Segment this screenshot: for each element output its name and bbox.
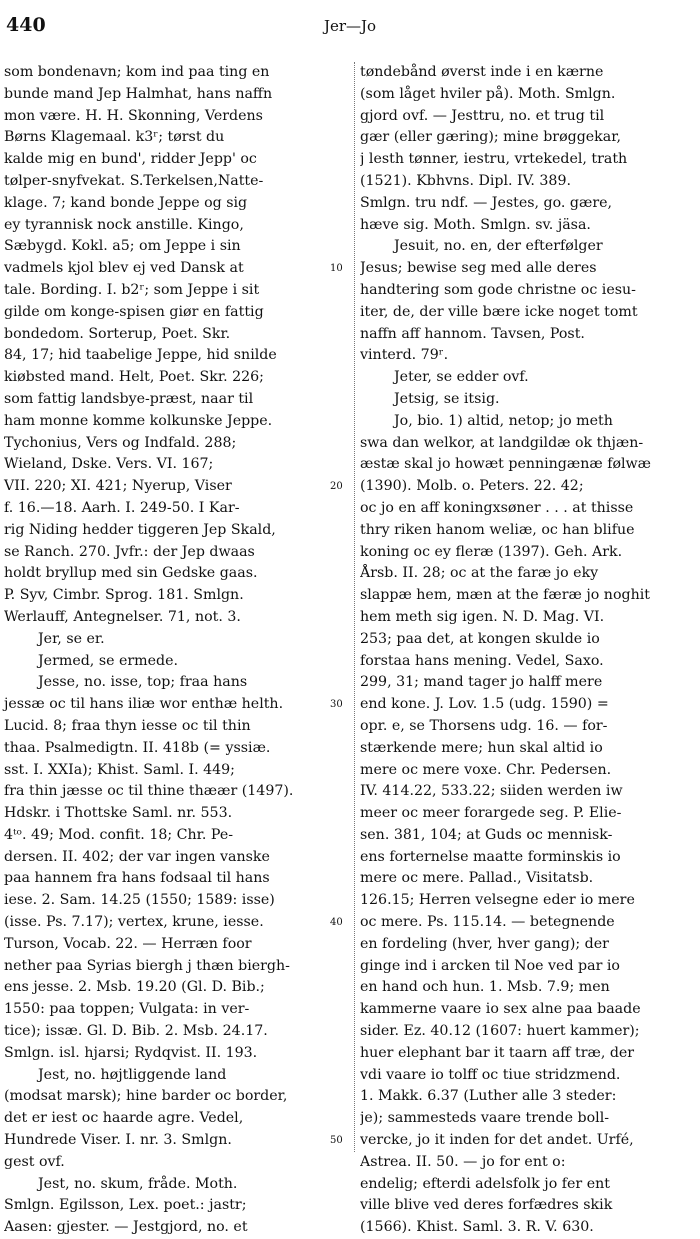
right-column-line: je); sammesteds vaare trende boll- [360,1110,610,1127]
left-column-line: bondedom. Sorterup, Poet. Skr. [4,325,231,342]
right-column-line: slappæ hem, mæn at the færæ jo noghit [360,587,650,604]
right-column-line: Jesuit, no. en, der efterfølger [394,238,603,255]
left-column-line: sst. I. XXIa); Khist. Saml. I. 449; [4,761,235,778]
left-column-line: P. Syv, Cimbr. Sprog. 181. Smlgn. [4,587,244,604]
left-column-line: Jer, se er. [38,630,105,647]
left-column-line: Jest, no. skum, fråde. Moth. [38,1175,238,1192]
running-head: Jer—Jo [323,17,377,35]
left-column-line: fra thin jæsse oc til thine thæær (1497). [4,783,294,800]
left-column-line: kiøbsted mand. Helt, Poet. Skr. 226; [4,369,264,386]
left-column-line: tice); issæ. Gl. D. Bib. 2. Msb. 24.17. [4,1023,268,1040]
left-column-line: (modsat marsk); hine barder oc border, [4,1088,288,1105]
right-column-line: opr. e, se Thorsens udg. 16. — for- [360,717,608,734]
right-column-line: (1390). Molb. o. Peters. 22. 42; [360,478,584,495]
line-number: 10 [330,263,343,275]
right-column-line: sen. 381, 104; at Guds oc mennisk- [360,826,613,843]
left-column-line: ham monne komme kolkunske Jeppe. [4,412,273,429]
line-number: 50 [330,1135,343,1147]
right-column-line: forstaa hans mening. Vedel, Saxo. [360,652,604,669]
left-column-line: ens jesse. 2. Msb. 19.20 (Gl. D. Bib.; [4,979,265,996]
left-column-line: thaa. Psalmedigtn. II. 418b (= yssiæ. [4,739,271,756]
right-column-line: endelig; efterdi adelsfolk jo fer ent [360,1175,610,1192]
right-column-line: æstæ skal jo howæt penningænæ følwæ [360,456,652,473]
left-column-line: Lucid. 8; fraa thyn iesse oc til thin [4,717,251,734]
line-number: 40 [330,917,343,929]
page-header [0,14,700,40]
right-column-line: Jo, bio. 1) altid, netop; jo meth [394,412,613,429]
left-column-line: tale. Bording. I. b2ʳ; som Jeppe i sit [4,281,260,298]
right-column-line: gjord ovf. — Jesttru, no. et trug til [360,107,605,124]
right-column-line: 126.15; Herren velsegne eder io mere [360,892,635,909]
left-column-line: kalde mig en bund', ridder Jepp' oc [4,151,257,168]
right-column-line: vinterd. 79ʳ. [360,347,449,364]
right-column-line: j lesth tønner, iestru, vrtekedel, trath [360,151,628,168]
left-column-line: Jest, no. højtliggende land [38,1066,227,1083]
left-column-line: Smlgn. Egilsson, Lex. poet.: jastr; [4,1197,247,1214]
left-column-line: tølper-snyfvekat. S.Terkelsen,Natte- [4,172,264,189]
right-column-line: ville blive ved deres forfædres skik [360,1197,613,1214]
right-column-line: Jesus; bewise seg med alle deres [360,260,597,277]
right-column-line: 1. Makk. 6.37 (Luther alle 3 steder: [360,1088,617,1105]
left-column-line: 1550: paa toppen; Vulgata: in ver- [4,1001,250,1018]
right-column-line: (som låget hviler på). Moth. Smlgn. [360,85,616,102]
right-column-line: hem meth sig igen. N. D. Mag. VI. [360,608,605,625]
right-column-line: thry riken hanom weliæ, oc han blifue [360,521,635,538]
left-column-line: dersen. II. 402; der var ingen vanske [4,848,270,865]
right-column-line: kammerne vaare io sex alne paa baade [360,1001,641,1018]
left-column-line: det er iest oc haarde agre. Vedel, [4,1110,244,1127]
right-column [360,62,698,1239]
left-column-line: 84, 17; hid taabelige Jeppe, hid snilde [4,347,277,364]
right-column-line: Jeter, se edder ovf. [394,369,529,386]
left-column-line: Smlgn. isl. hjarsi; Rydqvist. II. 193. [4,1044,258,1061]
left-column [4,62,349,1239]
left-column-line: f. 16.—18. Aarh. I. 249-50. I Kar- [4,499,240,516]
right-column-line: tøndebånd øverst inde i en kærne [360,64,604,80]
right-column-line: Astrea. II. 50. — jo for ent o: [360,1153,566,1170]
left-column-line: Aasen: gjester. — Jestgjord, no. et [4,1219,248,1236]
right-column-line: (1566). Khist. Saml. 3. R. V. 630. [360,1219,594,1236]
right-column-line: mere oc mere. Pallad., Visitatsb. [360,870,594,887]
right-column-line: oc jo en aff koningxsøner . . . at thisse [360,499,634,516]
left-column-line: (isse. Ps. 7.17); vertex, krune, iesse. 40 [4,912,349,934]
left-column-line: gilde om konge-spisen giør en fattig [4,303,264,320]
right-column-line: (1521). Kbhvns. Dipl. IV. 389. [360,172,571,189]
right-column-line: stærkende mere; hun skal altid io [360,739,603,756]
left-column-line: som bondenavn; kom ind paa ting en [4,64,270,80]
left-column-line: se Ranch. 270. Jvfr.: der Jep dwaas [4,543,255,560]
right-column-line: iter, de, der ville bære icke noget tomt [360,303,638,320]
right-column-line: mere oc mere voxe. Chr. Pedersen. [360,761,612,778]
right-column-line: oc mere. Ps. 115.14. — betegnende [360,914,615,931]
left-column-line: rig Niding hedder tiggeren Jep Skald, [4,521,276,538]
right-column-line: swa dan welkor, at landgildæ ok thjæn- [360,434,644,451]
right-column-line: end kone. J. Lov. 1.5 (udg. 1590) = [360,696,609,713]
page-number: 440 [6,14,46,36]
right-column-line: sider. Ez. 40.12 (1607: huert kammer); [360,1023,640,1040]
right-column-line: ginge ind i arcken til Noe ved par io [360,957,620,974]
left-column-line: som fattig landsbye-præst, naar til [4,390,254,407]
left-column-line: jessæ oc til hans iliæ wor enthæ helth. 30 [4,694,349,716]
left-column-line: Sæbygd. Kokl. a5; om Jeppe i sin [4,238,241,255]
right-column-line: gær (eller gæring); mine brøggekar, [360,129,621,146]
right-column-line: handtering som gode christne oc iesu- [360,281,636,298]
left-column-line: 4ᵗᵒ. 49; Mod. confit. 18; Chr. Pe- [4,826,234,843]
left-column-line: Werlauff, Antegnelser. 71, not. 3. [4,608,241,625]
right-column-line: naffn aff hannom. Tavsen, Post. [360,325,585,342]
right-column-line: 253; paa det, at kongen skulde io [360,630,600,647]
left-column-line: Børns Klagemaal. k3ʳ; tørst du [4,129,225,146]
right-column-line: koning oc ey fleræ (1397). Geh. Ark. [360,543,623,560]
left-column-line: Tychonius, Vers og Indfald. 288; [4,434,237,451]
right-column-line: Jetsig, se itsig. [394,390,500,407]
left-column-line: Turson, Vocab. 22. — Herræn foor [4,935,252,952]
left-column-line: nether paa Syrias biergh j thæn biergh- [4,957,290,974]
right-column-line: ens forternelse maatte forminskis io [360,848,621,865]
left-column-line: Hdskr. i Thottske Saml. nr. 553. [4,805,233,822]
left-column-line: vadmels kjol blev ej ved Dansk at 10 [4,258,349,280]
right-column-line: vdi vaare io tolff oc tiue stridzmend. [360,1066,621,1083]
right-column-line: en hand och hun. 1. Msb. 7.9; men [360,979,610,996]
right-column-line: meer oc meer forargede seg. P. Elie- [360,805,622,822]
right-column-line: IV. 414.22, 533.22; siiden werden iw [360,783,623,800]
left-column-line: paa hannem fra hans fodsaal til hans [4,870,270,887]
left-column-line: Jermed, se ermede. [38,652,179,669]
right-column-line: Årsb. II. 28; oc at the faræ jo eky [360,565,599,582]
left-column-line: ey tyrannisk nock anstille. Kingo, [4,216,244,233]
right-column-line: huer elephant bar it taarn aff træ, der [360,1044,635,1061]
left-column-line: gest ovf. [4,1153,65,1170]
right-column-line: Smlgn. tru ndf. — Jestes, go. gære, [360,194,613,211]
left-column-line: iese. 2. Sam. 14.25 (1550; 1589: isse) [4,892,275,909]
column-divider [354,62,355,1152]
left-column-line: holdt bryllup med sin Gedske gaas. [4,565,258,582]
line-number: 30 [330,699,343,711]
left-column-line: Hundrede Viser. I. nr. 3. Smlgn. 50 [4,1130,349,1152]
left-column-line: bunde mand Jep Halmhat, hans naffn [4,85,273,102]
right-column-line: vercke, jo it inden for det andet. Urfé, [360,1132,634,1149]
left-column-line: VII. 220; XI. 421; Nyerup, Viser 20 [4,476,349,498]
left-column-line: Wieland, Dske. Vers. VI. 167; [4,456,214,473]
left-column-line: mon være. H. H. Skonning, Verdens [4,107,263,124]
right-column-line: 299, 31; mand tager jo halff mere [360,674,603,691]
right-column-line: hæve sig. Moth. Smlgn. sv. jäsa. [360,216,591,233]
left-column-line: klage. 7; kand bonde Jeppe og sig [4,194,248,211]
line-number: 20 [330,481,343,493]
left-column-line: Jesse, no. isse, top; fraa hans [38,674,248,691]
right-column-line: en fordeling (hver, hver gang); der [360,935,609,952]
